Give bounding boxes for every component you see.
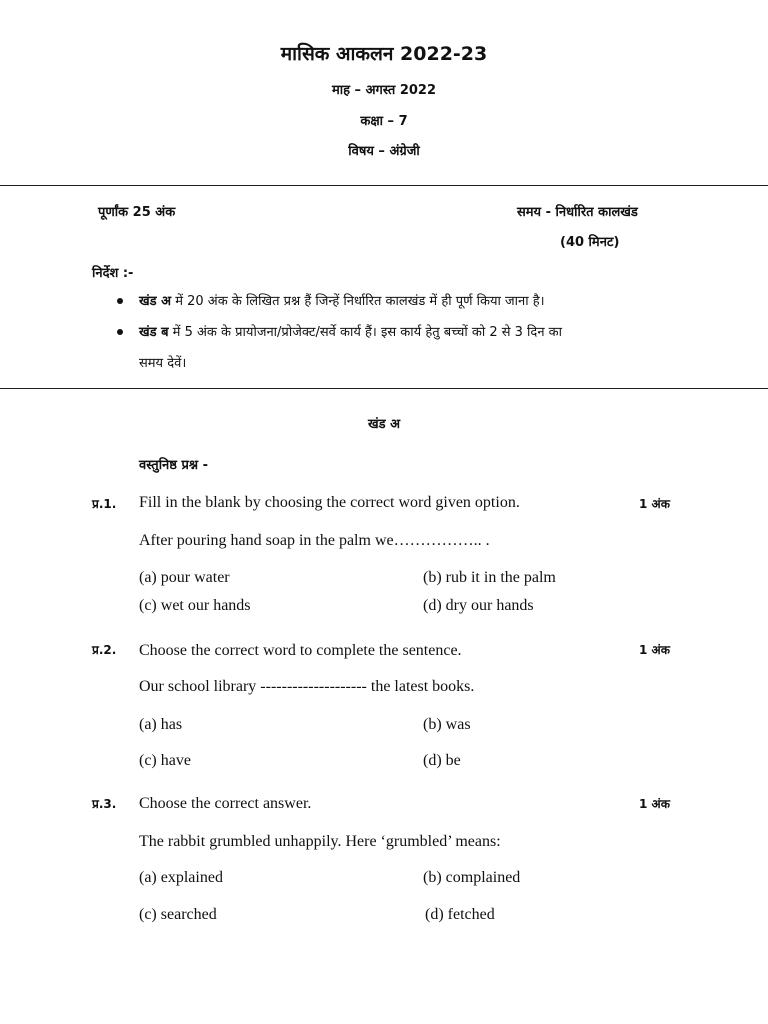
top-divider <box>0 185 768 186</box>
question-2-number: प्र.2. <box>92 643 117 657</box>
bullet-1 <box>117 298 123 304</box>
question-3-sentence: The rabbit grumbled unhappily. Here ‘grumbled’ means: <box>139 833 501 850</box>
question-1-option-c: (c) wet our hands <box>139 597 251 614</box>
question-2-option-b: (b) was <box>423 716 471 733</box>
question-1-sentence: After pouring hand soap in the palm we…………….. . <box>139 532 490 549</box>
instructions-heading: निर्देश :- <box>92 266 134 281</box>
instruction-item-2-cont: समय देवें। <box>139 356 187 371</box>
question-2-option-a: (a) has <box>139 716 183 733</box>
question-1-option-a: (a) pour water <box>139 569 230 586</box>
class-line: कक्षा – 7 <box>360 114 408 129</box>
question-3-number: प्र.3. <box>92 797 117 811</box>
instruction-1-section: खंड अ <box>139 294 172 309</box>
instruction-2-text: में 5 अंक के प्रायोजना/प्रोजेक्ट/सर्वे कार्य हैं। इस कार्य हेतु बच्चों को 2 से 3 दिन का <box>168 325 563 340</box>
question-1-number: प्र.1. <box>92 497 117 511</box>
bullet-2 <box>117 329 123 335</box>
question-1-marks: 1 अंक <box>639 497 670 511</box>
question-3-option-d: (d) fetched <box>425 906 495 923</box>
month-line: माह – अगस्त 2022 <box>331 83 437 98</box>
section-title: खंड अ <box>367 417 401 432</box>
time-label: समय - निर्धारित कालखंड <box>517 205 638 220</box>
question-2-option-c: (c) have <box>139 752 191 769</box>
question-3-option-b: (b) complained <box>423 869 521 886</box>
question-3-prompt: Choose the correct answer. <box>139 795 312 812</box>
question-3-marks: 1 अंक <box>639 797 670 811</box>
instruction-1-text: में 20 अंक के लिखित प्रश्न हैं जिन्हें निर्धारित कालखंड में ही पूर्ण किया जाना है। <box>171 294 545 309</box>
instruction-item-1 <box>139 291 545 309</box>
subject-line: विषय – अंग्रेजी <box>348 144 420 159</box>
instruction-2-section: खंड ब <box>139 325 169 340</box>
mid-divider <box>0 388 768 389</box>
section-subtitle: वस्तुनिष्ठ प्रश्न - <box>139 458 208 473</box>
question-3-option-a: (a) explained <box>139 869 223 886</box>
question-1-option-b: (b) rub it in the palm <box>423 569 556 586</box>
question-1-option-d: (d) dry our hands <box>423 597 534 614</box>
instruction-item-2 <box>139 322 562 340</box>
duration-label: (40 मिनट) <box>560 235 620 250</box>
question-2-option-d: (d) be <box>423 752 461 769</box>
total-marks: पूर्णांक 25 अंक <box>98 205 176 220</box>
question-2-prompt: Choose the correct word to complete the sentence. <box>139 642 462 659</box>
question-3-option-c: (c) searched <box>139 906 217 923</box>
question-1-prompt: Fill in the blank by choosing the correct word given option. <box>139 494 520 511</box>
page-title: मासिक आकलन 2022-23 <box>280 43 488 65</box>
question-2-marks: 1 अंक <box>639 643 670 657</box>
question-2-sentence: Our school library -------------------- the latest books. <box>139 678 475 695</box>
